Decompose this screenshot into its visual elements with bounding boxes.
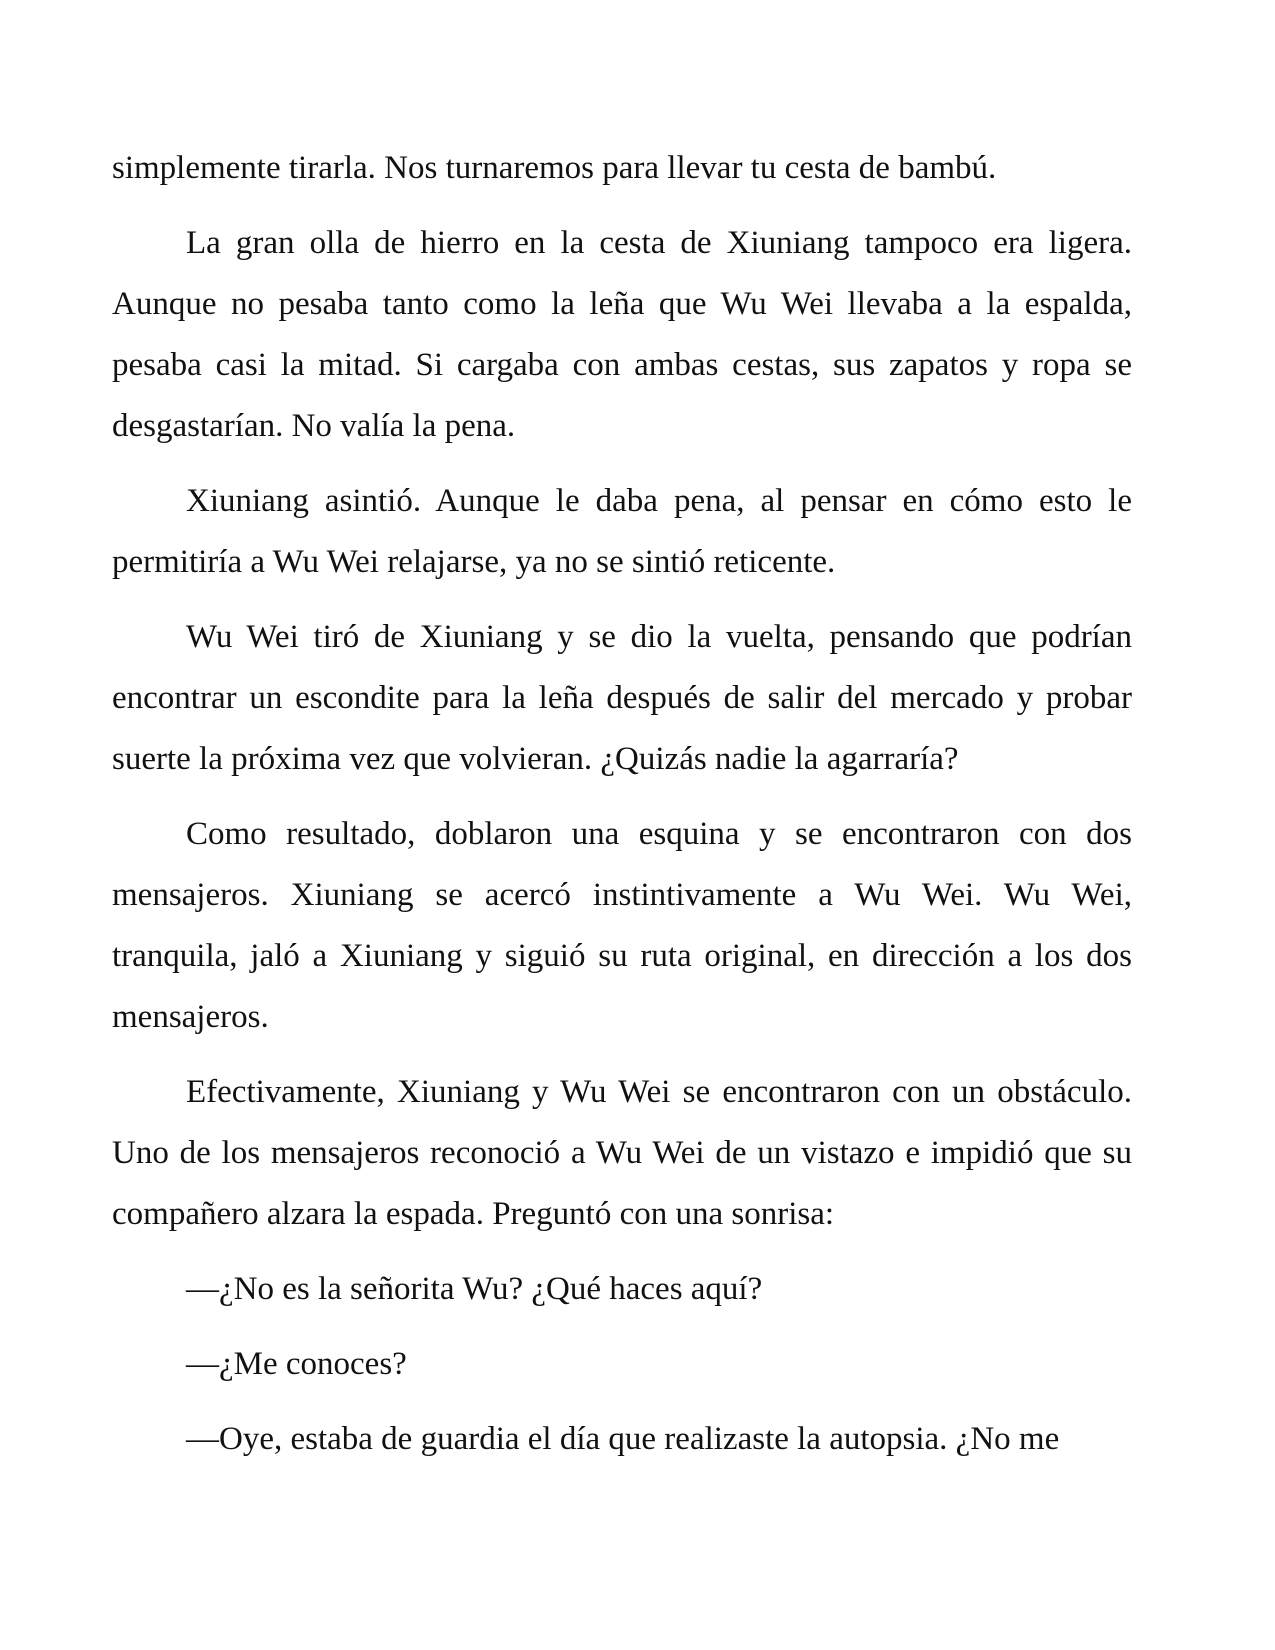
- paragraph-continued: simplemente tirarla. Nos turnaremos para llevar tu cesta de bambú.: [112, 150, 997, 186]
- paragraph: Como resultado, doblaron una esquina y se encontraron con dos mensajeros. Xiuniang se acercó instintivamente a Wu Wei. Wu Wei, tranquila, jaló a Xiuniang y siguió su ruta original, en dirección a los dos mensajeros.: [112, 816, 1132, 1035]
- dialogue-line: —¿Me conoces?: [186, 1346, 407, 1382]
- body-text: [112, 138, 1132, 1484]
- dialogue-line: —Oye, estaba de guardia el día que realizaste la autopsia. ¿No me: [186, 1421, 1060, 1457]
- paragraph: La gran olla de hierro en la cesta de Xiuniang tampoco era ligera. Aunque no pesaba tanto como la leña que Wu Wei llevaba a la espalda, pesaba casi la mitad. Si cargaba con ambas cestas, sus zapatos y ropa se desgastarían. No valía la pena.: [112, 225, 1132, 444]
- dialogue-line: —¿No es la señorita Wu? ¿Qué haces aquí?: [186, 1271, 763, 1307]
- paragraph: Efectivamente, Xiuniang y Wu Wei se encontraron con un obstáculo. Uno de los mensajeros reconoció a Wu Wei de un vistazo e impidió que su compañero alzara la espada. Preguntó con una sonrisa:: [112, 1074, 1132, 1232]
- paragraph: Wu Wei tiró de Xiuniang y se dio la vuelta, pensando que podrían encontrar un escondite para la leña después de salir del mercado y probar suerte la próxima vez que volvieran. ¿Quizás nadie la agarraría?: [112, 619, 1132, 777]
- paragraph: Xiuniang asintió. Aunque le daba pena, al pensar en cómo esto le permitiría a Wu Wei relajarse, ya no se sintió reticente.: [112, 483, 1132, 580]
